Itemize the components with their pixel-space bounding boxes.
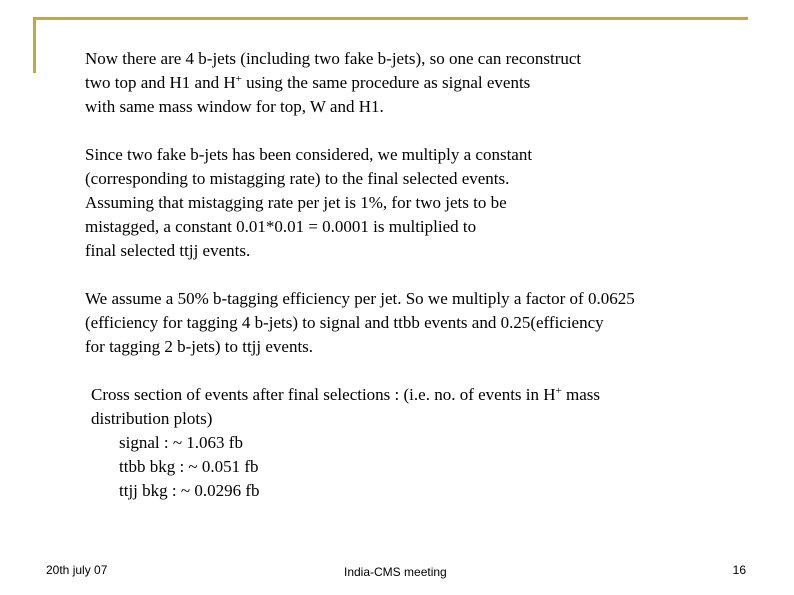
mistagging-paragraph bbox=[85, 143, 532, 263]
paragraph-line: (efficiency for tagging 4 b-jets) to signal and ttbb events and 0.25(efficiency bbox=[85, 313, 604, 332]
footer-page-number: 16 bbox=[732, 563, 746, 577]
paragraph-line: Assuming that mistagging rate per jet is 1%, for two jets to be bbox=[85, 193, 507, 212]
paragraph-text: Cross section of events after final selections : (i.e. no. of events in H bbox=[91, 385, 556, 404]
paragraph-line: Since two fake b-jets has been considered, we multiply a constant bbox=[85, 145, 533, 164]
paragraph-line: (corresponding to mistagging rate) to the final selected events. bbox=[85, 169, 510, 188]
cross-section-paragraph bbox=[91, 383, 600, 503]
paragraph-line: Now there are 4 b-jets (including two fake b-jets), so one can reconstruct bbox=[85, 49, 582, 68]
paragraph-line: distribution plots) bbox=[91, 409, 213, 428]
charge-superscript: + bbox=[235, 73, 242, 85]
result-ttbb: ttbb bkg : ~ 0.051 fb bbox=[119, 457, 259, 476]
paragraph-line: final selected ttjj events. bbox=[85, 241, 251, 260]
result-ttjj: ttjj bkg : ~ 0.0296 fb bbox=[119, 481, 260, 500]
paragraph-text: two top and H1 and H bbox=[85, 73, 236, 92]
paragraph-line: mistagged, a constant 0.01*0.01 = 0.0001 is multiplied to bbox=[85, 217, 477, 236]
slide-frame-top-rule bbox=[33, 17, 748, 20]
btagging-paragraph bbox=[85, 287, 635, 359]
paragraph-line: We assume a 50% b-tagging efficiency per jet. So we multiply a factor of 0.0625 bbox=[85, 289, 635, 308]
paragraph-line bbox=[85, 71, 581, 95]
paragraph-line bbox=[91, 383, 600, 407]
footer-date: 20th july 07 bbox=[46, 563, 108, 577]
result-signal: signal : ~ 1.063 fb bbox=[119, 433, 243, 452]
paragraph-text: using the same procedure as signal events bbox=[241, 73, 531, 92]
slide-frame-left-rule bbox=[33, 17, 36, 73]
paragraph-line: with same mass window for top, W and H1. bbox=[85, 97, 384, 116]
charge-superscript: + bbox=[555, 385, 562, 397]
reconstruction-paragraph bbox=[85, 47, 581, 119]
footer-meeting: India-CMS meeting bbox=[344, 565, 447, 579]
paragraph-line: for tagging 2 b-jets) to ttjj events. bbox=[85, 337, 314, 356]
paragraph-text: mass bbox=[561, 385, 601, 404]
